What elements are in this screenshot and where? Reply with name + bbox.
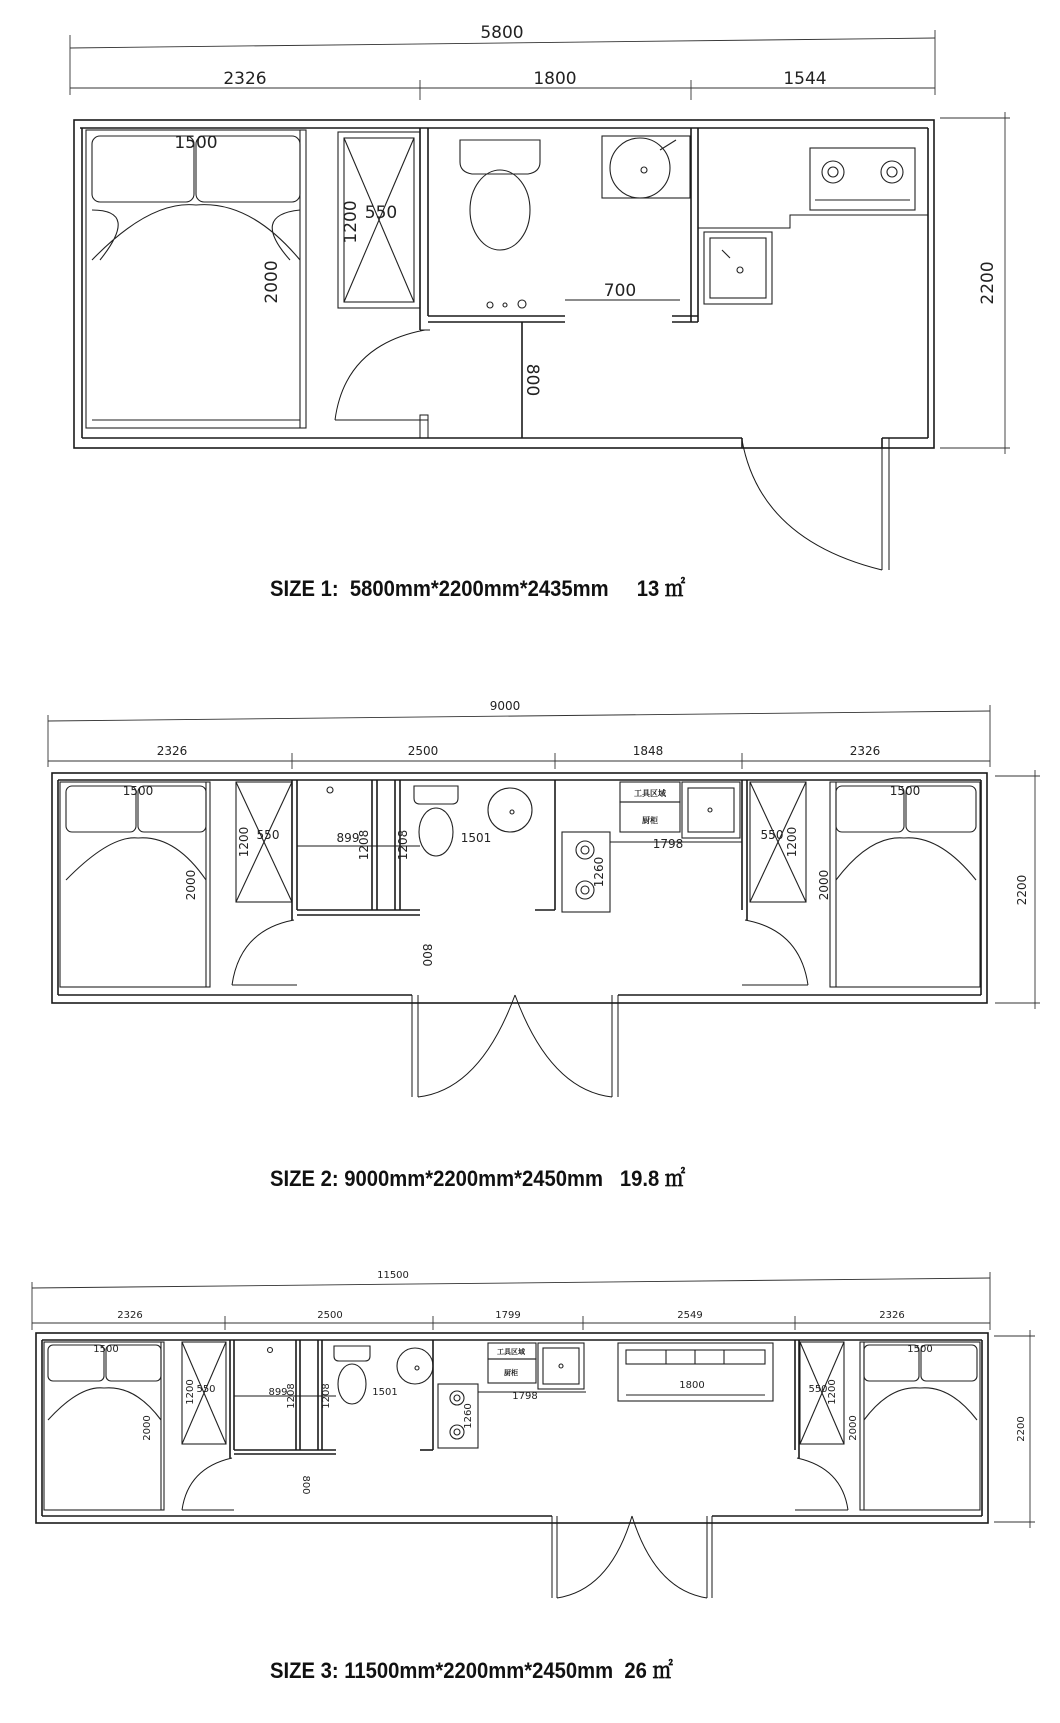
bed-right (860, 1342, 980, 1510)
bath-door-label: 800 (420, 943, 434, 967)
dimension-lines (48, 705, 1040, 1009)
floor-plan-size-3 (32, 1270, 1035, 1598)
dim-segment-4: 2549 (677, 1310, 703, 1321)
bathroom (234, 1340, 433, 1454)
bed-width-label: 1500 (174, 133, 218, 153)
caption-size-3: SIZE 3: 11500mm*2200mm*2450mm 26 ㎡ (270, 1658, 673, 1683)
bath-door-label: 800 (522, 363, 542, 397)
bed2-length-label: 2000 (848, 1415, 859, 1441)
closet-width-label: 550 (256, 828, 280, 842)
bath-dim-b: 1208 (286, 1383, 297, 1409)
closet-depth-label: 1200 (185, 1379, 196, 1405)
exterior-walls (36, 1333, 988, 1523)
bath-width-label: 700 (603, 281, 637, 301)
kitchen-label-tools: 工具区域 (634, 789, 666, 798)
sofa-width-label: 1800 (679, 1380, 705, 1391)
dim-segment-2: 2500 (317, 1310, 343, 1321)
bath-door-label: 800 (300, 1475, 311, 1495)
dim-total-length: 9000 (489, 699, 521, 713)
kitchen-dim-b: 1260 (592, 856, 606, 888)
kitchen-label-cabinet: 厨柜 (642, 816, 658, 825)
bath-dim-a: 899 (268, 1387, 288, 1398)
dim-width: 2200 (1015, 874, 1029, 906)
dim-segment-2: 2500 (407, 744, 439, 758)
caption-size-1: SIZE 1: 5800mm*2200mm*2435mm 13 ㎡ (270, 576, 686, 601)
closet2-width-label: 550 (808, 1384, 828, 1395)
dim-segment-1: 2326 (117, 1310, 143, 1321)
bath-dim-b: 1208 (357, 829, 371, 861)
closet2-depth-label: 1200 (785, 826, 799, 858)
bed-width-label: 1500 (93, 1344, 119, 1355)
closet-depth-label: 1200 (237, 826, 251, 858)
dim-segment-1: 2326 (223, 69, 267, 89)
bath-dim-c: 1208 (396, 829, 410, 861)
closet2-width-label: 550 (760, 828, 784, 842)
bed-length-label: 2000 (184, 869, 198, 901)
kitchen-dim-b: 1260 (463, 1403, 474, 1429)
bed-length-label: 2000 (262, 260, 282, 304)
dim-total-length: 5800 (480, 23, 524, 43)
dim-segment-5: 2326 (879, 1310, 905, 1321)
floor-plan-size-2 (48, 699, 1040, 1097)
bath-dim-a: 899 (336, 831, 360, 845)
dim-width: 2200 (978, 261, 998, 305)
sofa (618, 1343, 773, 1401)
bathroom (297, 780, 555, 915)
closet2-depth-label: 1200 (827, 1379, 838, 1405)
dim-total-length: 11500 (377, 1270, 409, 1281)
dim-segment-4: 2326 (849, 744, 881, 758)
kitchen-label-tools: 工具区域 (497, 1348, 525, 1356)
bath-dim-d: 1501 (460, 831, 492, 845)
dim-segment-3: 1848 (632, 744, 664, 758)
dim-width: 2200 (1016, 1416, 1027, 1442)
bedroom-door (232, 780, 297, 985)
bath-dim-c: 1208 (321, 1383, 332, 1409)
bedroom-door-right (795, 1340, 848, 1510)
bed-length-label: 2000 (142, 1415, 153, 1441)
bed2-width-label: 1500 (889, 784, 921, 798)
entrance-door (742, 438, 889, 570)
dim-segment-2: 1800 (533, 69, 577, 89)
bathroom (428, 128, 698, 438)
dim-segment-3: 1544 (783, 69, 827, 89)
kitchen-dim-a: 1798 (512, 1391, 538, 1402)
entrance-double-door (552, 1516, 712, 1598)
bed2-width-label: 1500 (907, 1344, 933, 1355)
dim-segment-1: 2326 (156, 744, 188, 758)
caption-size-2: SIZE 2: 9000mm*2200mm*2450mm 19.8 ㎡ (270, 1166, 686, 1191)
kitchen (698, 148, 928, 304)
bed-width-label: 1500 (122, 784, 154, 798)
exterior-walls (74, 120, 934, 448)
bedroom-door (335, 128, 430, 438)
kitchen-dim-a: 1798 (652, 837, 684, 851)
kitchen-label-cabinet: 厨柜 (504, 1369, 518, 1377)
bath-dim-d: 1501 (372, 1387, 398, 1398)
bed-right (830, 782, 980, 987)
bed2-length-label: 2000 (817, 869, 831, 901)
bedroom-door-right (742, 780, 808, 985)
closet-width-label: 550 (364, 203, 398, 223)
closet-width-label: 550 (196, 1384, 216, 1395)
floor-plan-size-1 (70, 23, 1010, 570)
dim-segment-3: 1799 (495, 1310, 521, 1321)
closet-depth-label: 1200 (341, 200, 361, 244)
entrance-double-door (412, 995, 618, 1097)
